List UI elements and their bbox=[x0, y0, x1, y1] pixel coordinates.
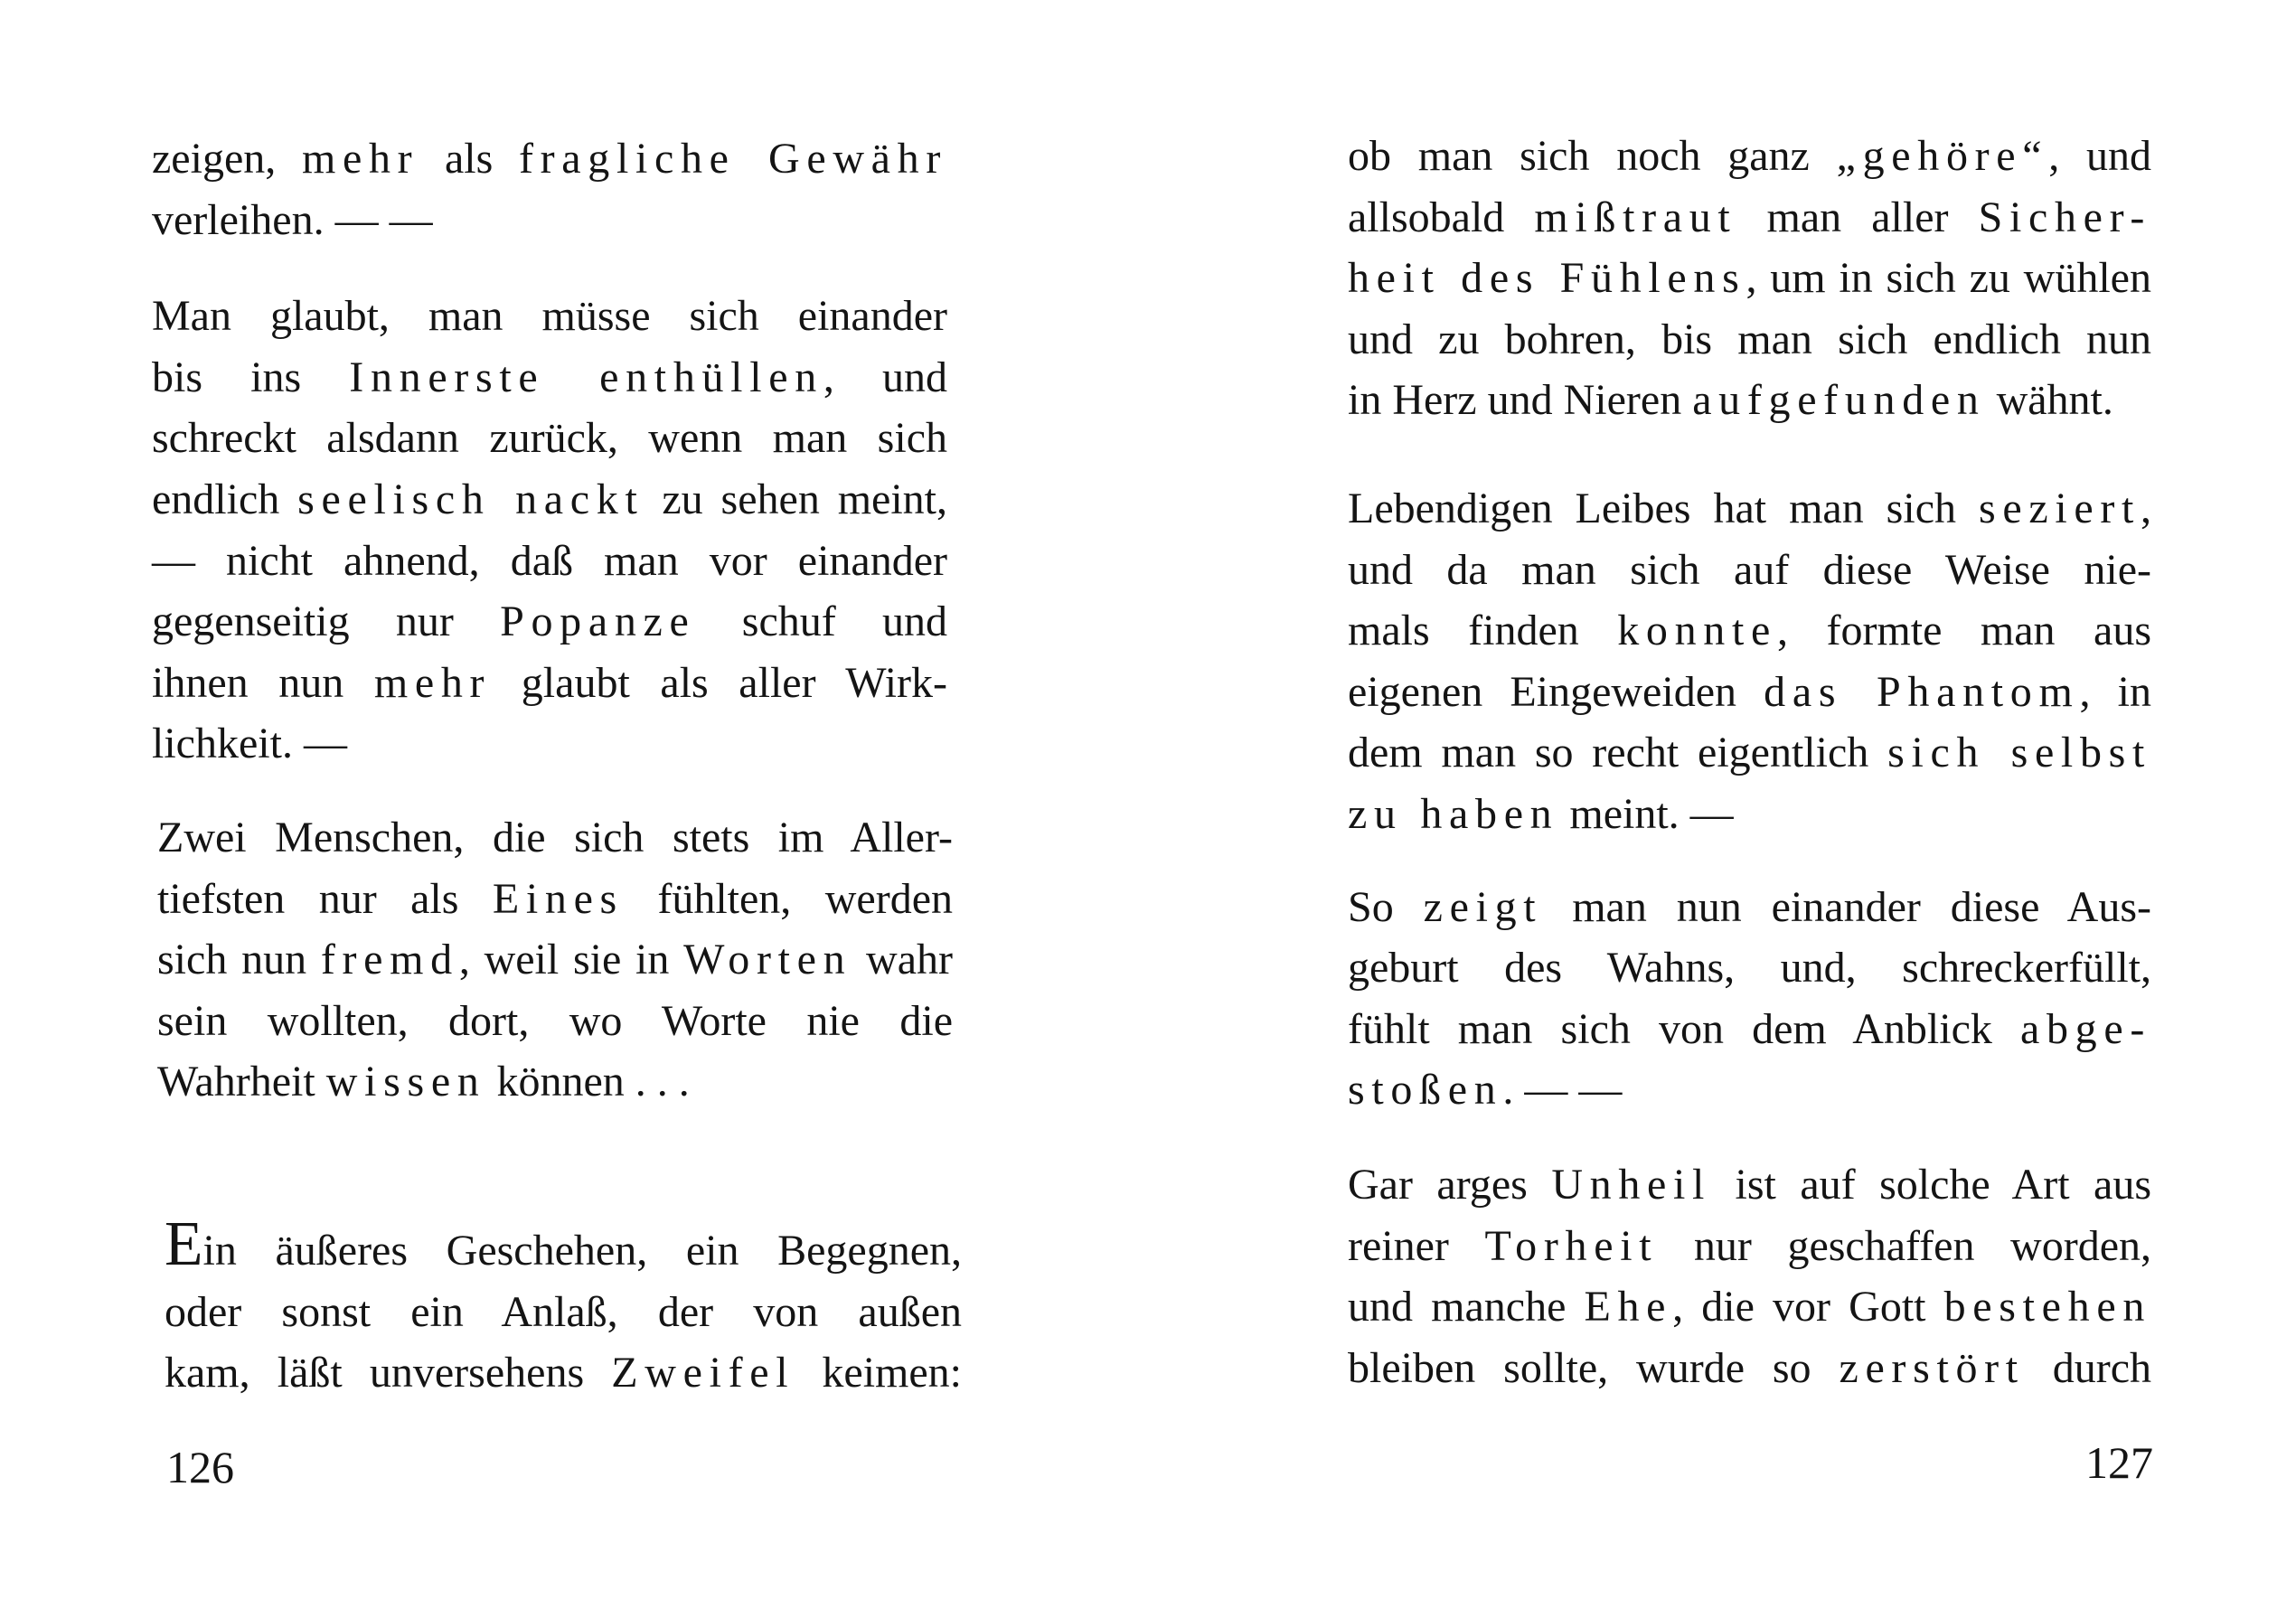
text-segment: , weil sie in bbox=[458, 936, 684, 984]
spaced-emphasis: fragliche Gewähr bbox=[518, 135, 948, 183]
text-segment: , die vor Gott bbox=[1672, 1283, 1944, 1331]
text-line bbox=[165, 1209, 962, 1282]
text-segment: und manche bbox=[1348, 1283, 1585, 1331]
spaced-emphasis: stoßen bbox=[1348, 1066, 1503, 1115]
text-segment: Wahrheit bbox=[157, 1058, 326, 1106]
text-line bbox=[152, 347, 947, 409]
text-line bbox=[152, 531, 947, 592]
text-segment: fühlten, werden bbox=[623, 874, 953, 923]
text-line bbox=[1348, 662, 2151, 723]
text-line bbox=[1348, 126, 2151, 187]
text-line bbox=[1348, 540, 2151, 601]
spaced-emphasis: seelisch nackt bbox=[297, 475, 645, 523]
drop-cap-initial: E bbox=[165, 1209, 203, 1279]
text-segment: keimen: bbox=[795, 1349, 963, 1397]
spaced-emphasis: seziert bbox=[1978, 484, 2141, 532]
spaced-emphasis: Innerste enthüllen bbox=[349, 353, 823, 401]
spaced-emphasis: heit des Fühlens bbox=[1348, 254, 1746, 303]
text-line bbox=[1348, 1059, 2151, 1121]
spaced-emphasis: Ehe bbox=[1584, 1283, 1673, 1331]
text-segment: und zu bohren, bis man sich endlich nun bbox=[1348, 315, 2151, 363]
spaced-emphasis: abge- bbox=[2020, 1004, 2151, 1053]
paragraph bbox=[152, 128, 947, 250]
text-line bbox=[1348, 309, 2151, 371]
text-segment: endlich bbox=[152, 475, 298, 523]
spaced-emphasis: mißtraut bbox=[1534, 193, 1737, 241]
text-segment: So bbox=[1348, 882, 1424, 931]
paragraph bbox=[152, 286, 947, 775]
text-segment: reiner bbox=[1348, 1221, 1485, 1270]
text-segment: man nun einander diese Aus- bbox=[1542, 882, 2151, 931]
text-line bbox=[1348, 1154, 2151, 1216]
text-segment: eigenen Eingeweiden bbox=[1348, 667, 1764, 716]
text-line bbox=[1348, 1276, 2151, 1338]
spaced-emphasis: Worten bbox=[683, 936, 852, 984]
spaced-emphasis: aufgefunden bbox=[1692, 376, 1986, 425]
text-segment: , bbox=[2141, 484, 2151, 532]
text-segment: fühlt man sich von dem Anblick bbox=[1348, 1004, 2020, 1053]
text-line bbox=[1348, 1338, 2151, 1399]
spaced-emphasis: Sicher- bbox=[1978, 193, 2152, 241]
spaced-emphasis: „gehöre“ bbox=[1836, 132, 2049, 180]
spaced-emphasis: bestehen bbox=[1943, 1283, 2151, 1331]
text-line bbox=[152, 713, 947, 775]
text-segment: ist auf solche Art aus bbox=[1711, 1160, 2151, 1209]
text-segment: oder sonst ein Anlaß, der von außen bbox=[165, 1287, 962, 1336]
text-segment: lichkeit. — bbox=[152, 720, 347, 768]
text-line bbox=[152, 408, 947, 469]
right-page-body-text bbox=[1348, 126, 2151, 1398]
spaced-emphasis: das Phantom bbox=[1764, 667, 2080, 716]
text-segment: zu sehen meint, bbox=[644, 475, 948, 523]
text-line bbox=[152, 286, 947, 347]
text-segment: als bbox=[419, 135, 519, 183]
text-segment: kam, läßt unversehens bbox=[165, 1349, 612, 1397]
text-segment: , und bbox=[823, 353, 948, 401]
text-line bbox=[152, 128, 947, 190]
text-line bbox=[1348, 937, 2151, 999]
text-segment: wähnt. bbox=[1985, 376, 2113, 425]
left-page-body-text bbox=[152, 128, 963, 1404]
spaced-emphasis: zu haben bbox=[1348, 789, 1559, 838]
text-line bbox=[1348, 248, 2151, 309]
text-line bbox=[157, 929, 953, 991]
text-segment: meint. — bbox=[1558, 789, 1734, 838]
text-line bbox=[1348, 600, 2151, 662]
text-line bbox=[1348, 999, 2151, 1060]
text-segment: in Herz und Nieren bbox=[1348, 376, 1693, 425]
spaced-emphasis: wissen bbox=[325, 1058, 486, 1106]
text-line bbox=[1348, 877, 2151, 938]
text-segment: bleiben sollte, wurde so bbox=[1348, 1343, 1840, 1392]
spaced-emphasis: Torheit bbox=[1484, 1221, 1659, 1270]
text-segment: allsobald bbox=[1348, 193, 1535, 241]
paragraph bbox=[157, 807, 953, 1113]
text-segment: glaubt als aller Wirk- bbox=[491, 658, 947, 707]
page-number: 126 bbox=[166, 1442, 234, 1492]
spaced-emphasis: mehr bbox=[301, 135, 419, 183]
text-segment: ihnen nun bbox=[152, 658, 374, 707]
text-segment: , formte man aus bbox=[1776, 607, 2151, 655]
text-line bbox=[1348, 722, 2151, 784]
text-line bbox=[1348, 370, 2151, 431]
spaced-emphasis: zerstört bbox=[1839, 1343, 2025, 1392]
text-segment: Gar arges bbox=[1348, 1160, 1552, 1209]
text-segment: durch bbox=[2024, 1343, 2152, 1392]
paragraph bbox=[1348, 478, 2151, 845]
text-line bbox=[157, 991, 953, 1052]
text-segment: geburt des Wahns, und, schreckerfüllt, bbox=[1348, 944, 2151, 993]
text-segment: bis ins bbox=[152, 353, 350, 401]
text-segment: sich nun bbox=[157, 936, 321, 984]
text-segment: nur geschaffen worden, bbox=[1658, 1221, 2151, 1270]
right-page bbox=[1148, 0, 2296, 1609]
text-segment: verleihen. — — bbox=[152, 195, 433, 244]
text-segment: können . . . bbox=[485, 1058, 690, 1106]
spaced-emphasis: Zweifel bbox=[611, 1349, 795, 1397]
spaced-emphasis: sich selbst bbox=[1887, 729, 2151, 777]
text-segment: mals finden bbox=[1348, 607, 1618, 655]
text-segment: , in bbox=[2079, 667, 2151, 716]
text-line bbox=[165, 1282, 962, 1343]
text-segment: tiefsten nur als bbox=[157, 874, 493, 923]
text-line bbox=[157, 807, 953, 869]
text-segment: schreckt alsdann zurück, wenn man sich bbox=[152, 414, 947, 463]
text-line bbox=[1348, 784, 2151, 845]
text-segment: dem man so recht eigentlich bbox=[1348, 729, 1888, 777]
spaced-emphasis: fremd bbox=[320, 936, 459, 984]
text-segment: man aller bbox=[1736, 193, 1979, 241]
text-segment: , und bbox=[2048, 132, 2152, 180]
text-segment: in äußeres Geschehen, ein Begegnen, bbox=[202, 1226, 962, 1275]
text-segment: schuf und bbox=[695, 597, 947, 646]
spaced-emphasis: konnte bbox=[1617, 607, 1777, 655]
text-line bbox=[152, 591, 947, 653]
text-line bbox=[152, 469, 947, 531]
spaced-emphasis: Eines bbox=[492, 874, 624, 923]
paragraph bbox=[1348, 877, 2151, 1121]
text-segment: und da man sich auf diese Weise nie- bbox=[1348, 545, 2151, 594]
text-segment: Lebendigen Leibes hat man sich bbox=[1348, 484, 1979, 532]
text-segment: wahr bbox=[852, 936, 954, 984]
text-segment: zeigen, bbox=[152, 135, 302, 183]
spaced-emphasis: Unheil bbox=[1551, 1160, 1712, 1209]
text-segment: . — — bbox=[1502, 1066, 1623, 1115]
text-segment: ob man sich noch ganz bbox=[1348, 132, 1837, 180]
text-line bbox=[1348, 187, 2151, 249]
text-line bbox=[152, 190, 947, 251]
text-line bbox=[1348, 478, 2151, 540]
text-segment: — nicht ahnend, daß man vor einander bbox=[152, 536, 947, 585]
paragraph bbox=[1348, 126, 2151, 431]
text-segment: sein wollten, dort, wo Worte nie die bbox=[157, 996, 953, 1045]
text-segment: Man glaubt, man müsse sich einander bbox=[152, 292, 947, 341]
text-segment: , um in sich zu wühlen bbox=[1746, 254, 2151, 303]
spaced-emphasis: Popanze bbox=[500, 597, 696, 646]
text-segment: gegenseitig nur bbox=[152, 597, 501, 646]
text-segment: Zwei Menschen, die sich stets im Aller- bbox=[157, 813, 953, 861]
page-number: 127 bbox=[2085, 1437, 2153, 1488]
paragraph bbox=[1348, 1154, 2151, 1398]
text-line bbox=[157, 869, 953, 930]
spaced-emphasis: zeigt bbox=[1423, 882, 1543, 931]
text-line bbox=[152, 653, 947, 714]
spaced-emphasis: mehr bbox=[373, 658, 492, 707]
text-line bbox=[157, 1051, 953, 1113]
paragraph bbox=[165, 1209, 963, 1404]
text-line bbox=[1348, 1216, 2151, 1277]
text-line bbox=[165, 1342, 962, 1404]
